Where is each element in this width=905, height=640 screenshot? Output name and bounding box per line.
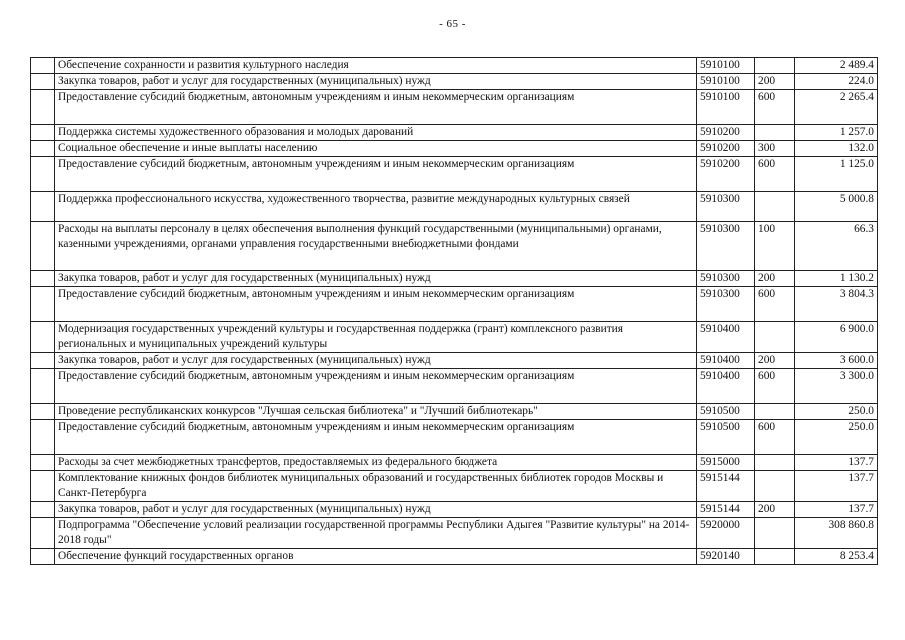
blank-cell: [31, 420, 55, 455]
row-sum: 250.0: [795, 420, 878, 455]
table-row: [31, 455, 878, 471]
row-name: Предоставление субсидий бюджетным, автономным учреждениям и иным некоммерческим организациям: [55, 287, 697, 322]
row-vr: 600: [755, 90, 795, 125]
row-code: 5910400: [697, 322, 755, 353]
table-row: [31, 420, 878, 455]
page-number: - 65 -: [439, 18, 466, 30]
row-vr: [755, 518, 795, 549]
table-row: [31, 549, 878, 565]
row-name: Расходы на выплаты персоналу в целях обеспечения выполнения функций государственными (муниципальными) органами, казенными учреждениями, органами управления государственными внебюджетными фондами: [55, 222, 697, 271]
blank-cell: [31, 74, 55, 90]
table-row: [31, 404, 878, 420]
table-row: [31, 74, 878, 90]
row-code: 5910200: [697, 141, 755, 157]
blank-cell: [31, 455, 55, 471]
blank-cell: [31, 471, 55, 502]
row-sum: 66.3: [795, 222, 878, 271]
row-sum: 2 489.4: [795, 58, 878, 74]
table-row: [31, 502, 878, 518]
blank-cell: [31, 141, 55, 157]
row-code: 5910200: [697, 125, 755, 141]
row-name: Закупка товаров, работ и услуг для государственных (муниципальных) нужд: [55, 271, 697, 287]
table-row: [31, 518, 878, 549]
row-name: Проведение республиканских конкурсов "Лучшая сельская библиотека" и "Лучший библиотекарь": [55, 404, 697, 420]
row-name: Комплектование книжных фондов библиотек муниципальных образований и государственных библиотек городов Москвы и Санкт-Петербурга: [55, 471, 697, 502]
row-name: Закупка товаров, работ и услуг для государственных (муниципальных) нужд: [55, 74, 697, 90]
blank-cell: [31, 518, 55, 549]
row-vr: 300: [755, 141, 795, 157]
table-row: [31, 157, 878, 192]
row-code: 5910400: [697, 353, 755, 369]
row-code: 5910300: [697, 287, 755, 322]
row-name: Закупка товаров, работ и услуг для государственных (муниципальных) нужд: [55, 353, 697, 369]
row-vr: 600: [755, 157, 795, 192]
row-code: 5910300: [697, 222, 755, 271]
row-sum: 8 253.4: [795, 549, 878, 565]
table-row: [31, 141, 878, 157]
row-vr: 600: [755, 287, 795, 322]
row-vr: [755, 455, 795, 471]
row-vr: [755, 404, 795, 420]
row-vr: [755, 322, 795, 353]
row-sum: 132.0: [795, 141, 878, 157]
row-sum: 137.7: [795, 502, 878, 518]
row-vr: [755, 471, 795, 502]
row-name: Расходы за счет межбюджетных трансфертов, предоставляемых из федерального бюджета: [55, 455, 697, 471]
row-sum: 2 265.4: [795, 90, 878, 125]
row-sum: 137.7: [795, 455, 878, 471]
row-vr: [755, 192, 795, 222]
row-code: 5910100: [697, 90, 755, 125]
row-code: 5910300: [697, 271, 755, 287]
table-row: [31, 369, 878, 404]
row-name: Обеспечение функций государственных органов: [55, 549, 697, 565]
row-code: 5910100: [697, 58, 755, 74]
row-name: Предоставление субсидий бюджетным, автономным учреждениям и иным некоммерческим организациям: [55, 90, 697, 125]
row-sum: 137.7: [795, 471, 878, 502]
row-code: 5920140: [697, 549, 755, 565]
row-name: Предоставление субсидий бюджетным, автономным учреждениям и иным некоммерческим организациям: [55, 369, 697, 404]
table-row: [31, 192, 878, 222]
blank-cell: [31, 222, 55, 271]
row-name: Предоставление субсидий бюджетным, автономным учреждениям и иным некоммерческим организациям: [55, 420, 697, 455]
row-code: 5915000: [697, 455, 755, 471]
blank-cell: [31, 287, 55, 322]
row-name: Обеспечение сохранности и развития культурного наследия: [55, 58, 697, 74]
row-code: 5910300: [697, 192, 755, 222]
row-vr: 200: [755, 502, 795, 518]
row-sum: 308 860.8: [795, 518, 878, 549]
row-vr: 200: [755, 74, 795, 90]
table-row: [31, 222, 878, 271]
row-vr: [755, 549, 795, 565]
blank-cell: [31, 157, 55, 192]
row-code: 5910500: [697, 420, 755, 455]
blank-cell: [31, 404, 55, 420]
row-code: 5910400: [697, 369, 755, 404]
table-row: [31, 90, 878, 125]
table-row: [31, 322, 878, 353]
table-row: [31, 471, 878, 502]
blank-cell: [31, 271, 55, 287]
blank-cell: [31, 549, 55, 565]
row-name: Социальное обеспечение и иные выплаты населению: [55, 141, 697, 157]
row-code: 5915144: [697, 471, 755, 502]
row-name: Поддержка системы художественного образования и молодых дарований: [55, 125, 697, 141]
row-code: 5920000: [697, 518, 755, 549]
row-vr: 600: [755, 420, 795, 455]
row-code: 5910500: [697, 404, 755, 420]
row-vr: 200: [755, 271, 795, 287]
row-name: Подпрограмма "Обеспечение условий реализации государственной программы Республики Адыгея "Развитие культуры" на 2014-2018 годы": [55, 518, 697, 549]
blank-cell: [31, 322, 55, 353]
row-name: Закупка товаров, работ и услуг для государственных (муниципальных) нужд: [55, 502, 697, 518]
row-code: 5910200: [697, 157, 755, 192]
table-row: [31, 287, 878, 322]
table-row: [31, 271, 878, 287]
row-vr: [755, 125, 795, 141]
row-sum: 1 130.2: [795, 271, 878, 287]
row-sum: 5 000.8: [795, 192, 878, 222]
row-sum: 1 125.0: [795, 157, 878, 192]
blank-cell: [31, 502, 55, 518]
blank-cell: [31, 125, 55, 141]
row-sum: 3 600.0: [795, 353, 878, 369]
row-vr: 100: [755, 222, 795, 271]
row-sum: 250.0: [795, 404, 878, 420]
table-row: [31, 353, 878, 369]
row-sum: 224.0: [795, 74, 878, 90]
blank-cell: [31, 58, 55, 74]
row-name: Модернизация государственных учреждений культуры и государственная поддержка (грант) комплексного развития региональных и муниципальных учреждений культуры: [55, 322, 697, 353]
blank-cell: [31, 90, 55, 125]
row-vr: 600: [755, 369, 795, 404]
blank-cell: [31, 369, 55, 404]
table-row: [31, 58, 878, 74]
row-vr: 200: [755, 353, 795, 369]
table-row: [31, 125, 878, 141]
row-name: Поддержка профессионального искусства, художественного творчества, развитие международных культурных связей: [55, 192, 697, 222]
row-sum: 6 900.0: [795, 322, 878, 353]
blank-cell: [31, 353, 55, 369]
row-vr: [755, 58, 795, 74]
row-sum: 3 300.0: [795, 369, 878, 404]
row-name: Предоставление субсидий бюджетным, автономным учреждениям и иным некоммерческим организациям: [55, 157, 697, 192]
row-code: 5915144: [697, 502, 755, 518]
budget-table: [30, 57, 878, 565]
blank-cell: [31, 192, 55, 222]
row-code: 5910100: [697, 74, 755, 90]
row-sum: 1 257.0: [795, 125, 878, 141]
row-sum: 3 804.3: [795, 287, 878, 322]
